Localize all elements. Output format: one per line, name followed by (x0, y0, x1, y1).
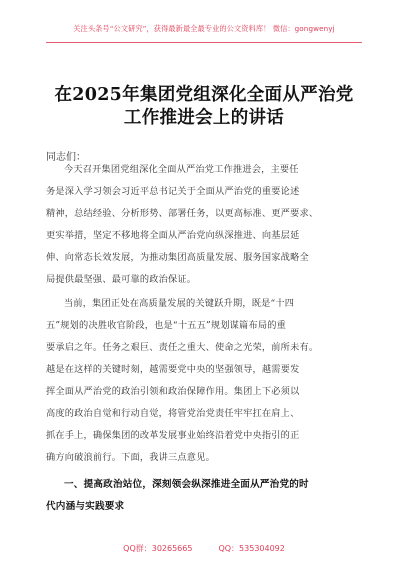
section-heading-1-line-1: 一、提高政治站位，深刻领会纵深推进全面从严治党的时 (64, 479, 309, 490)
footer-qq: QQ：535304092 (218, 544, 285, 553)
paragraph-2-line-1: 当前，集团正处在高质量发展的关键跃升期，既是“十四 (64, 298, 295, 309)
header-divider (46, 42, 362, 43)
paragraph-1-line-4: 更实举措，坚定不移地将全面从严治党向纵深推进、向基层延 (46, 230, 300, 241)
document-title-line-1: 在2025年集团党组深化全面从严治党 (54, 85, 354, 105)
paragraph-2-line-6: 高度的政治自觉和行动自觉，将管党治党责任牢牢扛在肩上、 (46, 408, 300, 419)
footer-contact (0, 543, 408, 554)
header-note: 关注头条号“公文研究”，获得最新最全最专业的公文资料库！ 微信：gongwenyj (73, 24, 335, 33)
paragraph-2-line-3: 要承启之年。任务之艰巨、责任之重大、使命之光荣，前所未有。 (46, 342, 319, 353)
footer-qq-group: QQ群：30265665 (123, 544, 193, 553)
paragraph-1-line-3: 精神，总结经验、分析形势、部署任务，以更高标准、更严要求、 (46, 208, 319, 219)
paragraph-1-line-5: 伸、向常态长效发展，为推动集团高质量发展、服务国家战略全 (46, 252, 309, 263)
paragraph-2-line-5: 挥全面从严治党的政治引领和政治保障作用。集团上下必须以 (46, 386, 300, 397)
paragraph-2-line-4: 越是在这样的关键时刻，越需要党中央的坚强领导，越需要发 (46, 364, 300, 375)
paragraph-2-line-2: 五”规划的决胜收官阶段，也是“十五五”规划谋篇布局的重 (46, 320, 286, 331)
paragraph-1-line-6: 局提供最坚强、最可靠的政治保证。 (46, 274, 197, 285)
paragraph-2-line-8: 确方向破浪前行。下面，我讲三点意见。 (46, 452, 215, 463)
section-heading-1-line-2: 代内涵与实践要求 (46, 501, 125, 512)
paragraph-1-line-1: 今天召开集团党组深化全面从严治党工作推进会，主要任 (64, 164, 299, 175)
paragraph-1-line-2: 务是深入学习领会习近平总书记关于全面从严治党的重要论述 (46, 186, 300, 197)
salutation: 同志们： (46, 152, 86, 163)
document-title-line-2: 工作推进会上的讲话 (123, 108, 285, 128)
paragraph-2-line-7: 抓在手上，确保集团的改革发展事业始终沿着党中央指引的正 (46, 430, 300, 441)
